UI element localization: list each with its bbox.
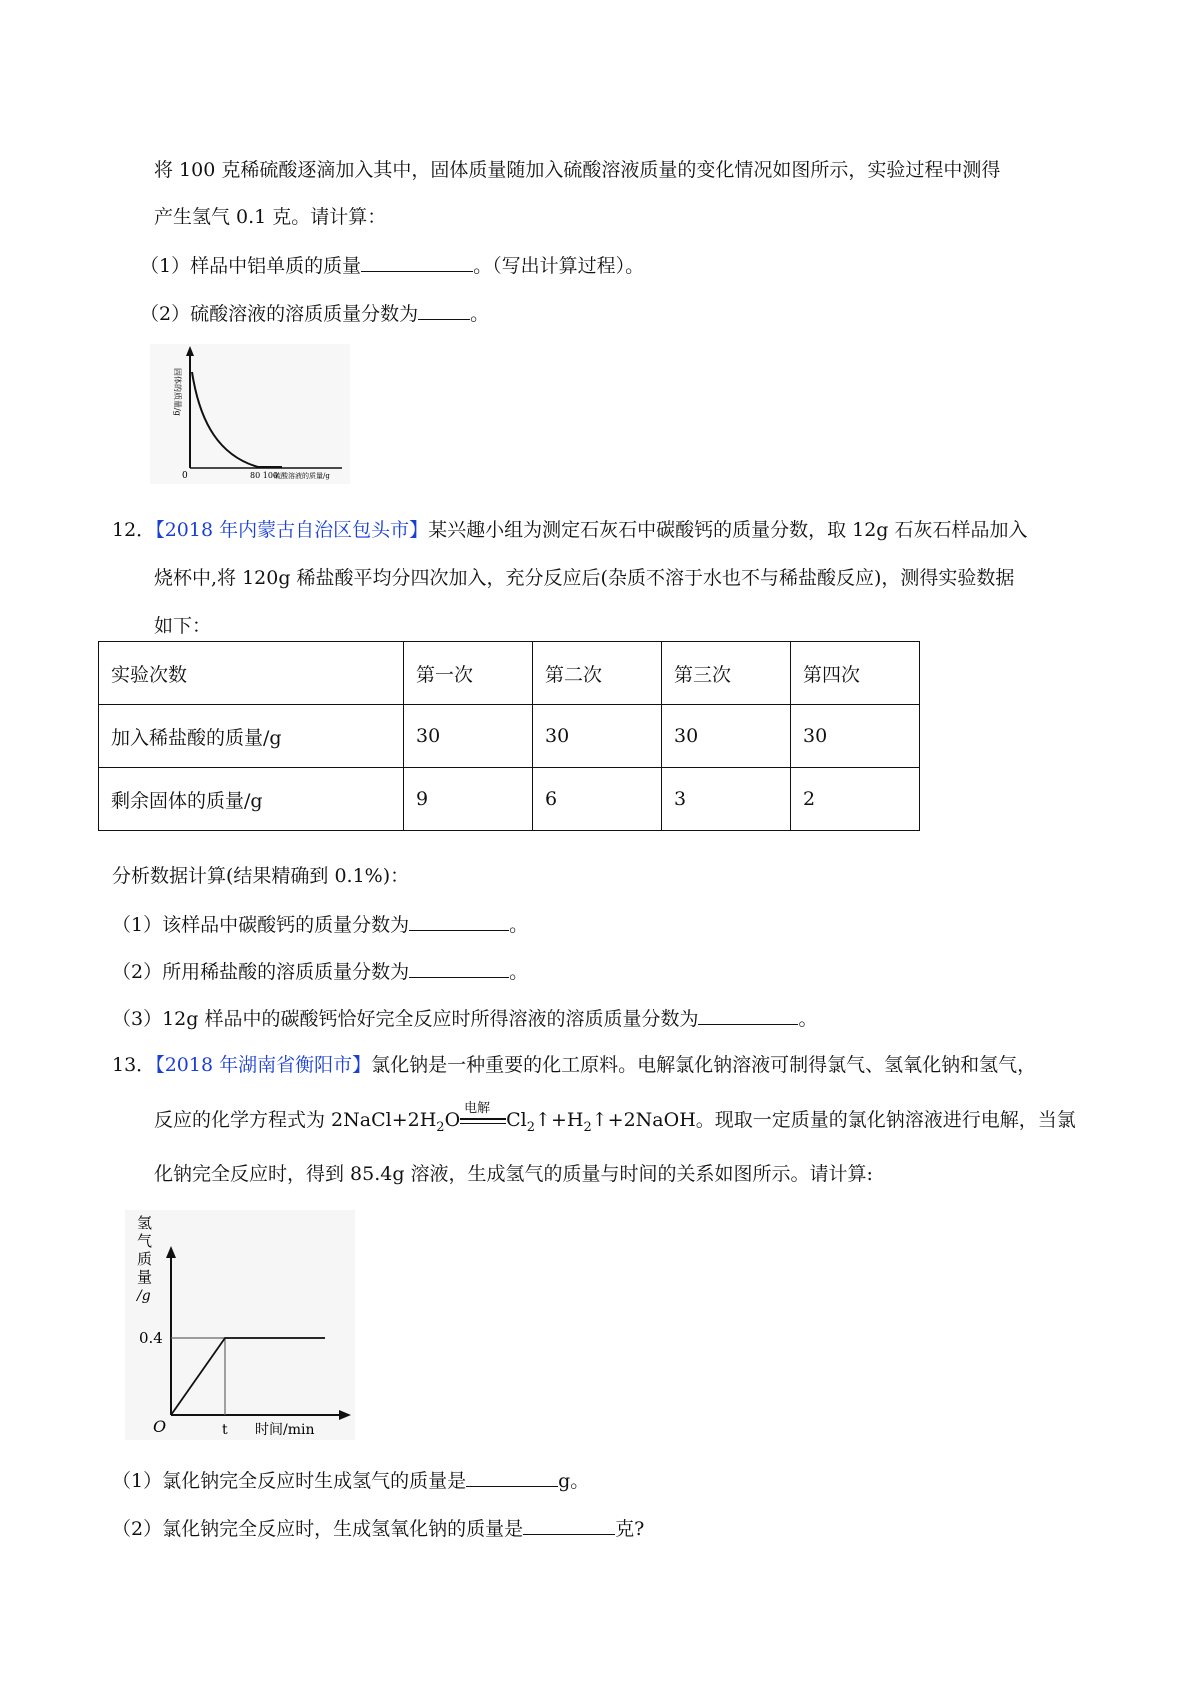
q13-ylabel-2: 气 [137,1232,153,1250]
q13-eq-condition: 电解 [464,1101,491,1116]
q11-sub1-suffix: 。（写出计算过程）。 [473,255,645,277]
table-cell: 9 [404,768,533,831]
table-header-row [99,642,920,705]
q12-line2: 烧杯中,将 120g 稀盐酸平均分四次加入，充分反应后(杂质不溶于水也不与稀盐酸反应)，测得实验数据 [154,567,1015,589]
q13-eq-sign [460,1101,506,1127]
table-cell: 30 [404,705,533,768]
q13-eq-h: ↑+H [535,1109,584,1131]
answer-blank[interactable] [698,1004,798,1025]
q13-eq-sub: 2 [436,1119,445,1135]
table-cell: 30 [662,705,791,768]
table-cell: 3 [662,768,791,831]
q12-sub3 [112,1004,818,1033]
table-cell: 剩余固体的质量/g [99,768,404,831]
q11-xticks: 80 100 [250,471,278,480]
q13-eq-sub: 2 [583,1119,592,1135]
q13-eq-o: O [444,1109,461,1131]
table-cell: 6 [533,768,662,831]
q13-eq-text: 反应的化学方程式为 2NaCl+2H [154,1109,437,1131]
table-cell: 第二次 [533,642,662,705]
q13-ylabel-4: 量 [137,1268,153,1286]
table-cell: 第三次 [662,642,791,705]
q13-ylabel-1: 氢 [137,1214,153,1232]
q13-sub1 [112,1466,589,1495]
q13-xtick: t [222,1422,228,1438]
table-cell: 第四次 [791,642,920,705]
q11-chart [150,344,350,484]
q13-eq-rest: ↑+2NaOH。现取一定质量的氯化钠溶液进行电解，当氯 [591,1109,1076,1131]
q13-eq-sub: 2 [526,1119,536,1135]
q13-sub2 [112,1514,644,1543]
table-cell: 2 [791,768,920,831]
table-cell: 30 [533,705,662,768]
q13-ylabel-5: /g [137,1288,151,1304]
q13-equation-line [154,1101,1076,1142]
q12-line3: 如下： [154,615,212,637]
q13-sub1-suffix: g。 [558,1470,590,1492]
answer-blank[interactable] [361,251,473,272]
answer-blank[interactable] [466,1466,558,1487]
q12-sub3-text: （3）12g 样品中的碳酸钙恰好完全反应时所得溶液的溶质质量分数为 [112,1008,699,1030]
q13-line1 [112,1051,1036,1079]
q13-ylabel-3: 质 [137,1250,153,1268]
q11-sub2-suffix: 。 [470,303,490,325]
q12-sub2 [112,957,528,986]
table-cell: 30 [791,705,920,768]
q11-intro-line1: 将 100 克稀硫酸逐滴加入其中，固体质量随加入硫酸溶液质量的变化情况如图所示，实验过程中测得 [154,159,1001,181]
q13-line1-text: 氯化钠是一种重要的化工原料。电解氯化钠溶液可制得氯气、氢氧化钠和氢气， [371,1054,1037,1076]
q11-sub2-text: （2）硫酸溶液的溶质质量分数为 [140,303,419,325]
q13-xlabel: 时间/min [255,1422,315,1438]
q12-sub2-suffix: 。 [509,961,529,983]
q12-analysis: 分析数据计算(结果精确到 0.1%)： [112,865,410,887]
answer-blank[interactable] [523,1514,615,1535]
q11-sub1-text: （1）样品中铝单质的质量 [140,255,362,277]
q12-line1-text: 某兴趣小组为测定石灰石中碳酸钙的质量分数，取 12g 石灰石样品加入 [428,519,1028,541]
table-cell: 第一次 [404,642,533,705]
answer-blank[interactable] [409,957,509,978]
q12-number: 12． [112,519,156,541]
q12-sub3-suffix: 。 [798,1008,818,1030]
q13-source: 【2018 年湖南省衡阳市】 [155,1054,372,1076]
q13-origin: O [153,1417,167,1436]
q12-line1 [112,516,1028,544]
q13-number: 13． [112,1054,156,1076]
table-row [99,705,920,768]
table-cell: 加入稀盐酸的质量/g [99,705,404,768]
q11-sub2 [140,299,489,328]
q12-source: 【2018 年内蒙古自治区包头市】 [155,519,429,541]
q11-origin: 0 [182,471,188,481]
answer-blank[interactable] [409,910,509,931]
table-row [99,768,920,831]
q12-sub2-text: （2）所用稀盐酸的溶质质量分数为 [112,961,410,983]
q13-line3: 化钠完全反应时，得到 85.4g 溶液，生成氢气的质量与时间的关系如图所示。请计算: [154,1163,873,1185]
q12-sub1 [112,910,528,939]
q13-sub2-text: （2）氯化钠完全反应时，生成氢氧化钠的质量是 [112,1518,524,1540]
q13-ytick: 0.4 [139,1329,163,1347]
q11-sub1 [140,251,644,280]
q13-eq-cl: Cl [506,1109,527,1131]
q11-xlabel: 硫酸溶液的质量/g [274,472,330,480]
q13-sub1-text: （1）氯化钠完全反应时生成氢气的质量是 [112,1470,467,1492]
q12-data-table [98,641,920,831]
q11-intro-line2: 产生氢气 0.1 克。请计算： [154,206,387,228]
table-cell: 实验次数 [99,642,404,705]
q12-sub1-text: （1）该样品中碳酸钙的质量分数为 [112,914,410,936]
q13-chart [125,1210,355,1440]
answer-blank[interactable] [418,299,470,320]
q13-sub2-suffix: 克? [615,1518,645,1540]
q12-sub1-suffix: 。 [509,914,529,936]
q11-ylabel: 固体的质量/g [173,368,182,416]
